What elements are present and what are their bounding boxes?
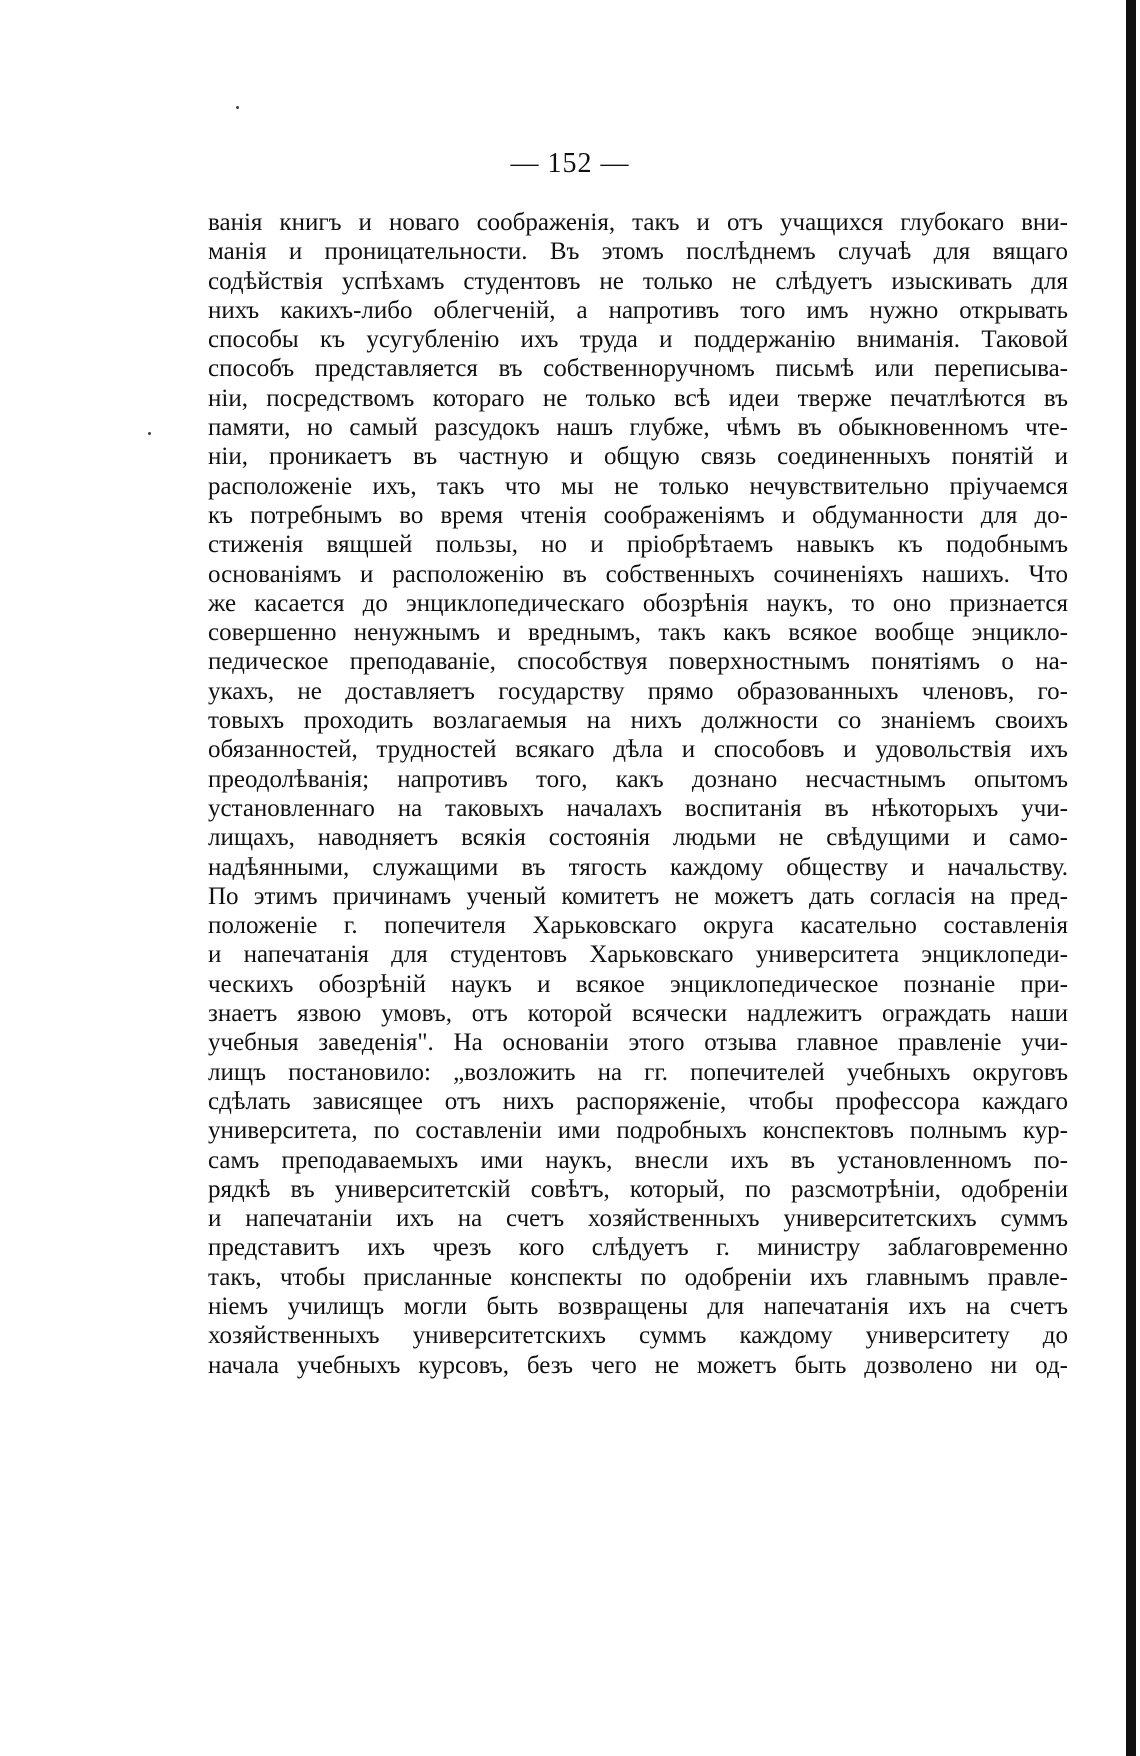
text-line: сдѣлать зависящее отъ нихъ распоряженіе, чтобы профессора каждаго	[208, 1087, 1068, 1115]
text-line: надѣянными, служащими въ тягость каждому обществу и начальству.	[208, 853, 1068, 881]
text-line: обязанностей, трудностей всякаго дѣла и способовъ и удовольствія ихъ	[208, 736, 1068, 764]
text-line: такъ, чтобы присланные конспекты по одобреніи ихъ главнымъ правле-	[208, 1263, 1068, 1291]
text-line: ванія книгъ и новаго соображенія, такъ и отъ учащихся глубокаго вни-	[208, 209, 1068, 236]
text-line: способъ представляется въ собственноручномъ письмѣ или переписыва-	[208, 355, 1068, 383]
speck-mark	[148, 432, 151, 435]
page-edge-border	[1126, 0, 1140, 1756]
text-line: начала учебныхъ курсовъ, безъ чего не можетъ быть дозволено ни од-	[208, 1351, 1068, 1379]
text-line: укахъ, не доставляетъ государству прямо образованныхъ членовъ, го-	[208, 677, 1068, 705]
text-line: учебныя заведенія". На основаніи этого отзыва главное правленіе учи-	[208, 1029, 1068, 1057]
text-line: и напечатаніи ихъ на счетъ хозяйственныхъ университетскихъ суммъ	[208, 1205, 1068, 1233]
text-line: нихъ какихъ-либо облегченій, а напротивъ того имъ нужно открывать	[208, 296, 1068, 324]
text-line: лищахъ, наводняетъ всякія состоянія людьми не свѣдущими и само-	[208, 824, 1068, 852]
text-line: стиженія вящшей пользы, но и пріобрѣтаемъ навыкъ къ подобнымъ	[208, 531, 1068, 559]
text-line: и напечатанія для студентовъ Харьковскаго университета энциклопеди-	[208, 941, 1068, 969]
text-line: ніемъ училищъ могли быть возвращены для напечатанія ихъ на счетъ	[208, 1292, 1068, 1320]
text-line: содѣйствія успѣхамъ студентовъ не только не слѣдуетъ изыскивать для	[208, 267, 1068, 295]
text-line: знаетъ язвою умовъ, отъ которой всячески надлежитъ ограждать наши	[208, 1000, 1068, 1028]
text-line: лищъ постановило: „возложить на гг. попечителей учебныхъ округовъ	[208, 1058, 1068, 1086]
text-line: ніи, посредствомъ котораго не только всѣ идеи тверже печатлѣются въ	[208, 384, 1068, 412]
text-line: основаніямъ и расположенію въ собственныхъ сочиненіяхъ нашихъ. Что	[208, 560, 1068, 588]
text-line: ческихъ обозрѣній наукъ и всякое энциклопедическое познаніе при-	[208, 970, 1068, 998]
page-number: — 152 —	[510, 148, 630, 179]
body-text	[208, 208, 1068, 1380]
text-line: рядкѣ въ университетскій совѣтъ, который, по разсмотрѣніи, одобреніи	[208, 1175, 1068, 1203]
text-line: совершенно ненужнымъ и вреднымъ, такъ какъ всякое вообще энциклo-	[208, 619, 1068, 647]
text-line: ніи, проникаетъ въ частную и общую связь соединенныхъ понятій и	[208, 443, 1068, 471]
speck-mark	[236, 106, 239, 109]
text-line: самъ преподаваемыхъ ими наукъ, внесли ихъ въ установленномъ по-	[208, 1146, 1068, 1174]
text-line: университета, по составленіи ими подробныхъ конспектовъ полнымъ кур-	[208, 1117, 1068, 1145]
text-line: преодолѣванія; напротивъ того, какъ дознано несчастнымъ опытомъ	[208, 765, 1068, 793]
text-line: хозяйственныхъ университетскихъ суммъ каждому университету до	[208, 1322, 1068, 1350]
text-line: установленнаго на таковыхъ началахъ воспитанія въ нѣкоторыхъ учи-	[208, 794, 1068, 822]
text-line: манія и проницательности. Въ этомъ послѣднемъ случаѣ для вящаго	[208, 238, 1068, 266]
text-line: же касается до энциклопедическаго обозрѣнія наукъ, то оно признается	[208, 589, 1068, 617]
text-line: памяти, но самый разсудокъ нашъ глубже, чѣмъ въ обыкновенномъ чте-	[208, 414, 1068, 442]
text-line: педическое преподаваніе, способствуя поверхностнымъ понятіямъ о на-	[208, 648, 1068, 676]
text-line: товыхъ проходить возлагаемыя на нихъ должности со знаніемъ своихъ	[208, 707, 1068, 735]
text-line: По этимъ причинамъ ученый комитетъ не можетъ дать согласія на пред-	[208, 882, 1068, 910]
text-line: расположеніе ихъ, такъ что мы не только нечувствительно пріучаемся	[208, 472, 1068, 500]
text-line: къ потребнымъ во время чтенія соображеніямъ и обдуманности для до-	[208, 501, 1068, 529]
text-line: представитъ ихъ чрезъ кого слѣдуетъ г. министру заблаговременно	[208, 1234, 1068, 1262]
text-line: способы къ усугубленію ихъ труда и поддержанію вниманія. Таковой	[208, 326, 1068, 354]
text-line: положеніе г. попечителя Харьковскаго округа касательно составленія	[208, 912, 1068, 940]
